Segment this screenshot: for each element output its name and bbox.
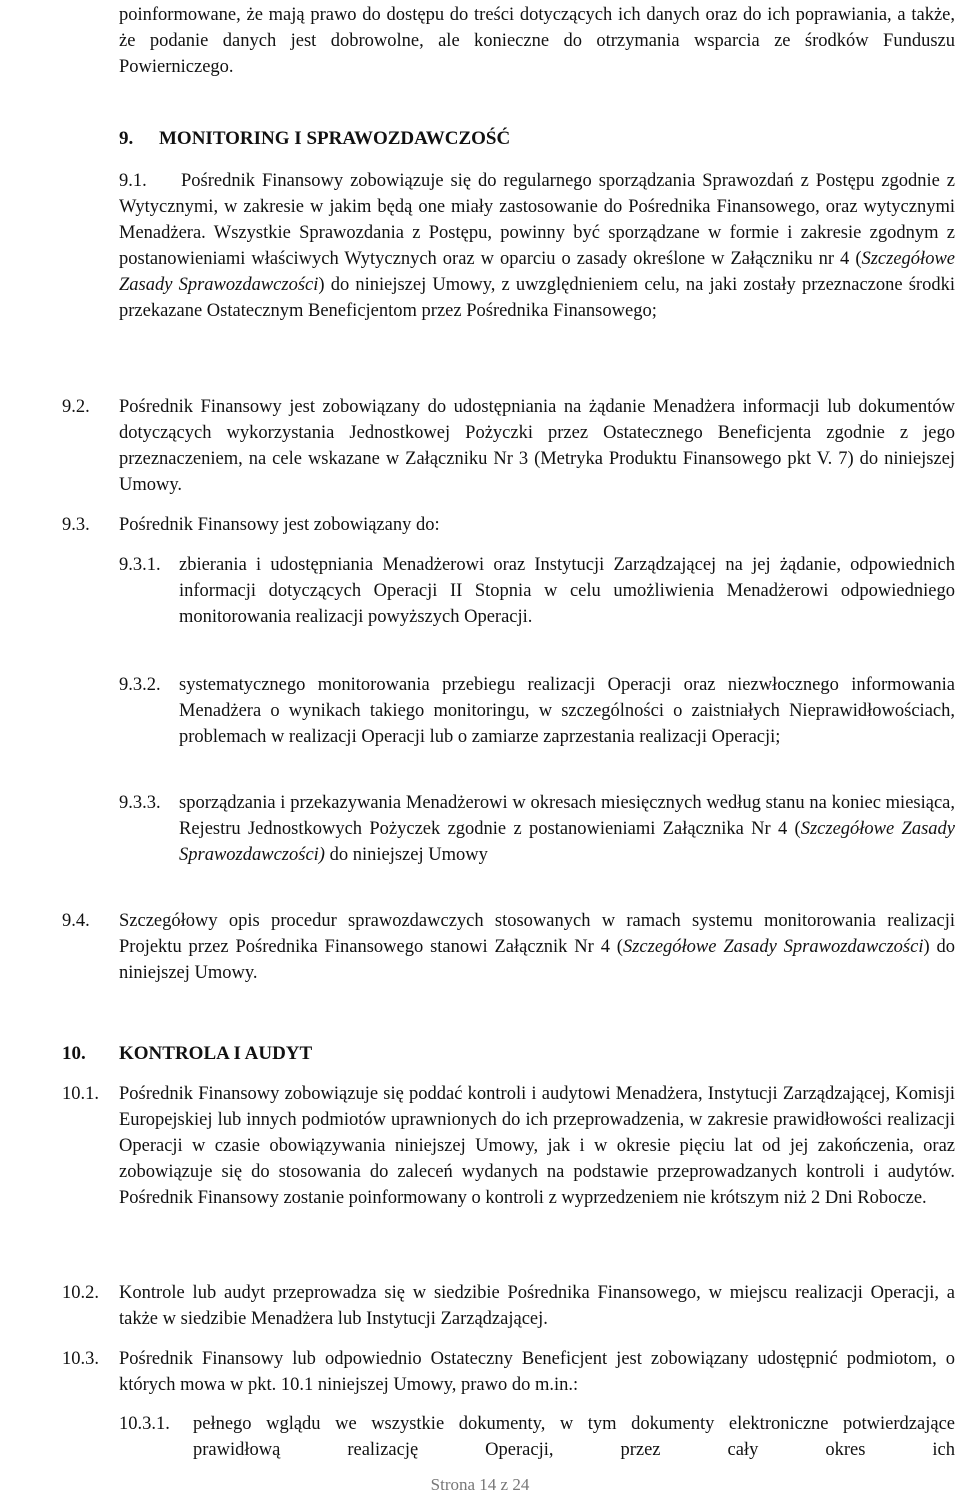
clause-9-4-text xyxy=(119,908,955,986)
clause-9-1-italic: Szczegółowe Zasady Sprawozdawczości xyxy=(119,249,955,295)
clause-9-3-3-text xyxy=(179,790,955,868)
clause-9-2-text: Pośrednik Finansowy jest zobowiązany do udostępniania na żądanie Menadżera informacji lub dokumentów dotyczących wykorzystania Jednostkowej Pożyczki przez Ostatecznego Beneficjenta zgodnie z jego przeznaczeniem, na cele wskazane w Załączniku Nr 3 (Metryka Produktu Finansowego pkt V. 7) do niniejszej Umowy. xyxy=(119,397,955,495)
section-9-title: MONITORING I SPRAWOZDAWCZOŚĆ xyxy=(159,128,511,149)
clause-9-4-text-a: Szczegółowy opis procedur sprawozdawczych stosowanych w ramach systemu monitorowania realizacji Projektu przez Pośrednika Finansowego stanowi Załącznik Nr 4 ( xyxy=(119,911,955,957)
clause-9-3-3-text-b: do niniejszej Umowy xyxy=(324,845,488,865)
clause-10-3-number: 10.3. xyxy=(62,1349,99,1369)
clause-10-1-number: 10.1. xyxy=(62,1084,99,1104)
page-footer: Strona 14 z 24 xyxy=(430,1475,530,1494)
clause-9-4-number: 9.4. xyxy=(62,911,90,931)
clause-9-3-number: 9.3. xyxy=(62,515,90,535)
clause-9-3-1-text: zbierania i udostępniania Menadżerowi oraz Instytucji Zarządzającej na jej żądanie, odpowiednich informacji dotyczących Operacji II Stopnia w celu umożliwienia Menadżerowi odpowiedniego monitorowania realizacji powyższych Operacji. xyxy=(179,555,955,627)
clause-9-3-3-number: 9.3.3. xyxy=(119,793,161,813)
clause-9-3-2-number: 9.3.2. xyxy=(119,675,161,695)
clause-10-3-1-number: 10.3.1. xyxy=(119,1414,170,1434)
clause-10-3-1-text: pełnego wglądu we wszystkie dokumenty, w tym dokumenty elektroniczne potwierdzające prawidłową realizację Operacji, przez cały okres ich xyxy=(193,1414,955,1460)
clause-9-1-text-b: ) do niniejszej Umowy, z uwzględnieniem celu, na jaki zostały przeznaczone środki przekazane Ostatecznym Beneficjentom przez Pośrednika Finansowego; xyxy=(119,275,955,321)
section-10-title: KONTROLA I AUDYT xyxy=(119,1043,313,1064)
intro-paragraph: poinformowane, że mają prawo do dostępu do treści dotyczących ich danych oraz do ich poprawiania, a także, że podanie danych jest dobrowolne, ale konieczne do otrzymania wsparcia ze środków Funduszu Powierniczego. xyxy=(119,5,955,77)
clause-10-1-text: Pośrednik Finansowy zobowiązuje się poddać kontroli i audytowi Menadżera, Instytucji Zarządzającej, Komisji Europejskiej lub innych podmiotów uprawnionych do ich przeprowadzenia, w zakresie prawidłowości realizacji Operacji w czasie obowiązywania niniejszej Umowy, jak i w okresie pięciu lat od jej zakończenia, oraz zobowiązuje się do stosowania do zaleceń wydanych na podstawie przeprowadzanych kontroli i audytów. Pośrednik Finansowy zostanie poinformowany o kontroli z wyprzedzeniem nie krótszym niż 2 Dni Robocze. xyxy=(119,1084,955,1208)
clause-9-3-text: Pośrednik Finansowy jest zobowiązany do: xyxy=(119,515,440,535)
clause-9-3-3-italic: Szczegółowe Zasady Sprawozdawczości) xyxy=(179,819,955,865)
clause-9-3-1-number: 9.3.1. xyxy=(119,555,161,575)
clause-9-3-2-text: systematycznego monitorowania przebiegu realizacji Operacji oraz niezwłocznego informowania Menadżera o wynikach takiego monitoringu, w szczególności o zaistniałych Nieprawidłowościach, problemach w realizacji Operacji lub o zamiarze zaprzestania realizacji Operacji; xyxy=(179,675,955,747)
clause-9-3-3-text-a: sporządzania i przekazywania Menadżerowi w okresach miesięcznych według stanu na koniec miesiąca, Rejestru Jednostkowych Pożyczek zgodnie z postanowieniami Załącznika Nr 4 ( xyxy=(179,793,955,839)
section-10-number: 10. xyxy=(62,1043,86,1064)
clause-10-2-number: 10.2. xyxy=(62,1283,99,1303)
clause-9-1-text xyxy=(119,168,955,324)
section-9-number: 9. xyxy=(119,128,134,149)
clause-9-2-number: 9.2. xyxy=(62,397,90,417)
clause-9-1-text-a: Pośrednik Finansowy zobowiązuje się do regularnego sporządzania Sprawozdań z Postępu zgodnie z Wytycznymi, w zakresie w jakim będą one miały zastosowanie do Pośrednika Finansowego, oraz wytycznymi Menadżera. Wszystkie Sprawozdania z Postępu, powinny być sporządzane w formie i zakresie zgodnym z postanowieniami właściwych Wytycznych oraz w oparciu o zasady określone w Załączniku nr 4 ( xyxy=(119,171,955,269)
clause-10-2-text: Kontrole lub audyt przeprowadza się w siedzibie Pośrednika Finansowego, w miejscu realizacji Operacji, a także w siedzibie Menadżera lub Instytucji Zarządzającej. xyxy=(119,1283,955,1329)
clause-9-4-text-b: ) do niniejszej Umowy. xyxy=(119,937,955,983)
clause-9-4-italic: Szczegółowe Zasady Sprawozdawczości xyxy=(622,937,924,957)
clause-9-1-number: 9.1. xyxy=(119,171,147,191)
clause-10-3-text: Pośrednik Finansowy lub odpowiednio Ostateczny Beneficjent jest zobowiązany udostępnić podmiotom, o których mowa w pkt. 10.1 niniejszej Umowy, prawo do m.in.: xyxy=(119,1349,955,1395)
